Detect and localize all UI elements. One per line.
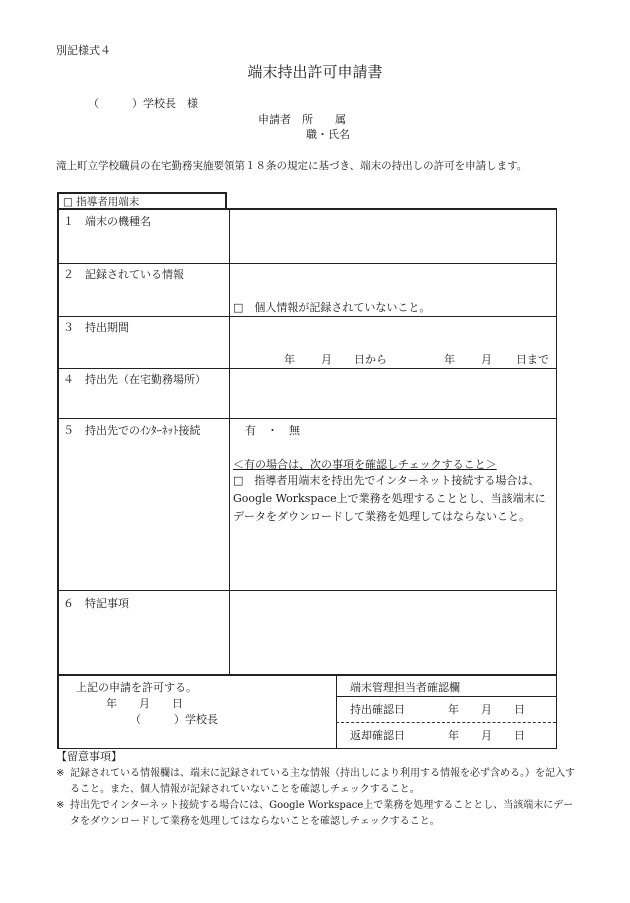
confirm-title: 端末管理担当者確認欄 [350, 681, 460, 694]
row-number: ２ [63, 268, 74, 281]
page-title: 端末持出許可申請書 [247, 63, 383, 81]
row-number: ６ [63, 597, 74, 610]
table-left-border [57, 208, 59, 748]
return-date-label: 返却確認日 [350, 729, 405, 742]
location-field[interactable] [230, 369, 556, 418]
principal-line: （ ）学校長 様 [88, 97, 198, 110]
notes-heading: 【留意事項】 [56, 750, 122, 763]
row-number: ５ [63, 424, 74, 437]
period-end-month[interactable]: 月 [481, 353, 492, 366]
note-text: 記録されている情報欄は、端末に記録されている主な情報（持出しにより利用する情報を必ず含める。）を記入すること。また、個人情報が記録されていないことを確認しチェックすること。 [70, 768, 575, 795]
row-divider [57, 316, 557, 317]
row-divider [57, 674, 557, 676]
note-mark: ※ [56, 800, 65, 811]
approval-divider [336, 674, 337, 748]
form-id: 別記様式４ [56, 44, 111, 57]
row-label-text: 記録されている情報 [85, 268, 184, 281]
return-date-field[interactable]: 年 月 日 [448, 729, 525, 742]
period-start-day[interactable]: 日から [354, 353, 387, 366]
period-start-month[interactable]: 月 [321, 353, 332, 366]
row-remarks-label [63, 597, 129, 610]
note-item [56, 766, 576, 798]
checkout-date-label: 持出確認日 [350, 703, 405, 716]
internet-note-checkbox[interactable]: □ 指導者用端末を持出先でインターネット接続する場合は、Google Workspace上で業務を処理することとし、当該端末にデータをダウンロードして業務を処理してはならないこと。 [233, 474, 546, 523]
stored-info-field[interactable] [230, 264, 556, 298]
device-model-field[interactable] [230, 209, 556, 263]
approval-text: 上記の申請を許可する。 [76, 681, 197, 694]
row-label-text: 特記事項 [85, 597, 129, 610]
section-label[interactable]: □ 指導者用端末 [57, 192, 227, 208]
row-stored-info-label [63, 268, 184, 281]
row-number: ４ [63, 373, 74, 386]
row-label-text: 持出期間 [85, 321, 129, 334]
remarks-field[interactable] [230, 591, 556, 674]
confirm-dashed-divider [336, 722, 556, 723]
checkout-date-field[interactable]: 年 月 日 [448, 703, 525, 716]
row-divider [57, 418, 557, 419]
row-device-model-label [63, 215, 151, 228]
row-label-text: 端末の機種名 [85, 215, 151, 228]
internet-note-title: ＜有の場合は、次の事項を確認しチェックすること＞ [233, 458, 497, 471]
approval-school[interactable]: （ ）学校長 [130, 713, 218, 726]
table-bottom-border [57, 748, 557, 749]
row-location-label [63, 373, 206, 386]
period-end-day[interactable]: 日まで [516, 353, 549, 366]
internet-yes-no-options[interactable]: 有 ・ 無 [245, 424, 300, 437]
approval-date[interactable]: 年 月 日 [106, 697, 183, 710]
confirm-divider [336, 696, 556, 697]
period-end-year[interactable]: 年 [444, 353, 455, 366]
note-text: 持出先でインターネット接続する場合には、Google Workspace上で業務を処理することとし、当該端末にデータをダウンロードして業務を処理してはならないことを確認しチェックすること。 [70, 800, 574, 827]
applicant-name: 職・氏名 [306, 128, 350, 141]
row-label-text: 持出先（在宅勤務場所） [85, 373, 206, 386]
period-start-year[interactable]: 年 [284, 353, 295, 366]
applicant-affiliation: 申請者 所 属 [258, 113, 346, 126]
note-item [56, 798, 576, 830]
row-number: １ [63, 215, 74, 228]
row-number: ３ [63, 321, 74, 334]
personal-info-checkbox[interactable]: □ 個人情報が記録されていないこと。 [233, 301, 431, 314]
row-label-text: 持出先でのｲﾝﾀｰﾈｯﾄ接続 [85, 424, 201, 437]
row-period-label [63, 321, 129, 334]
table-right-border [556, 208, 557, 748]
row-internet-label [63, 424, 201, 437]
note-mark: ※ [56, 768, 65, 779]
intro-text: 滝上町立学校職員の在宅勤務実施要領第１８条の規定に基づき、端末の持出しの許可を申請します。 [56, 160, 528, 172]
